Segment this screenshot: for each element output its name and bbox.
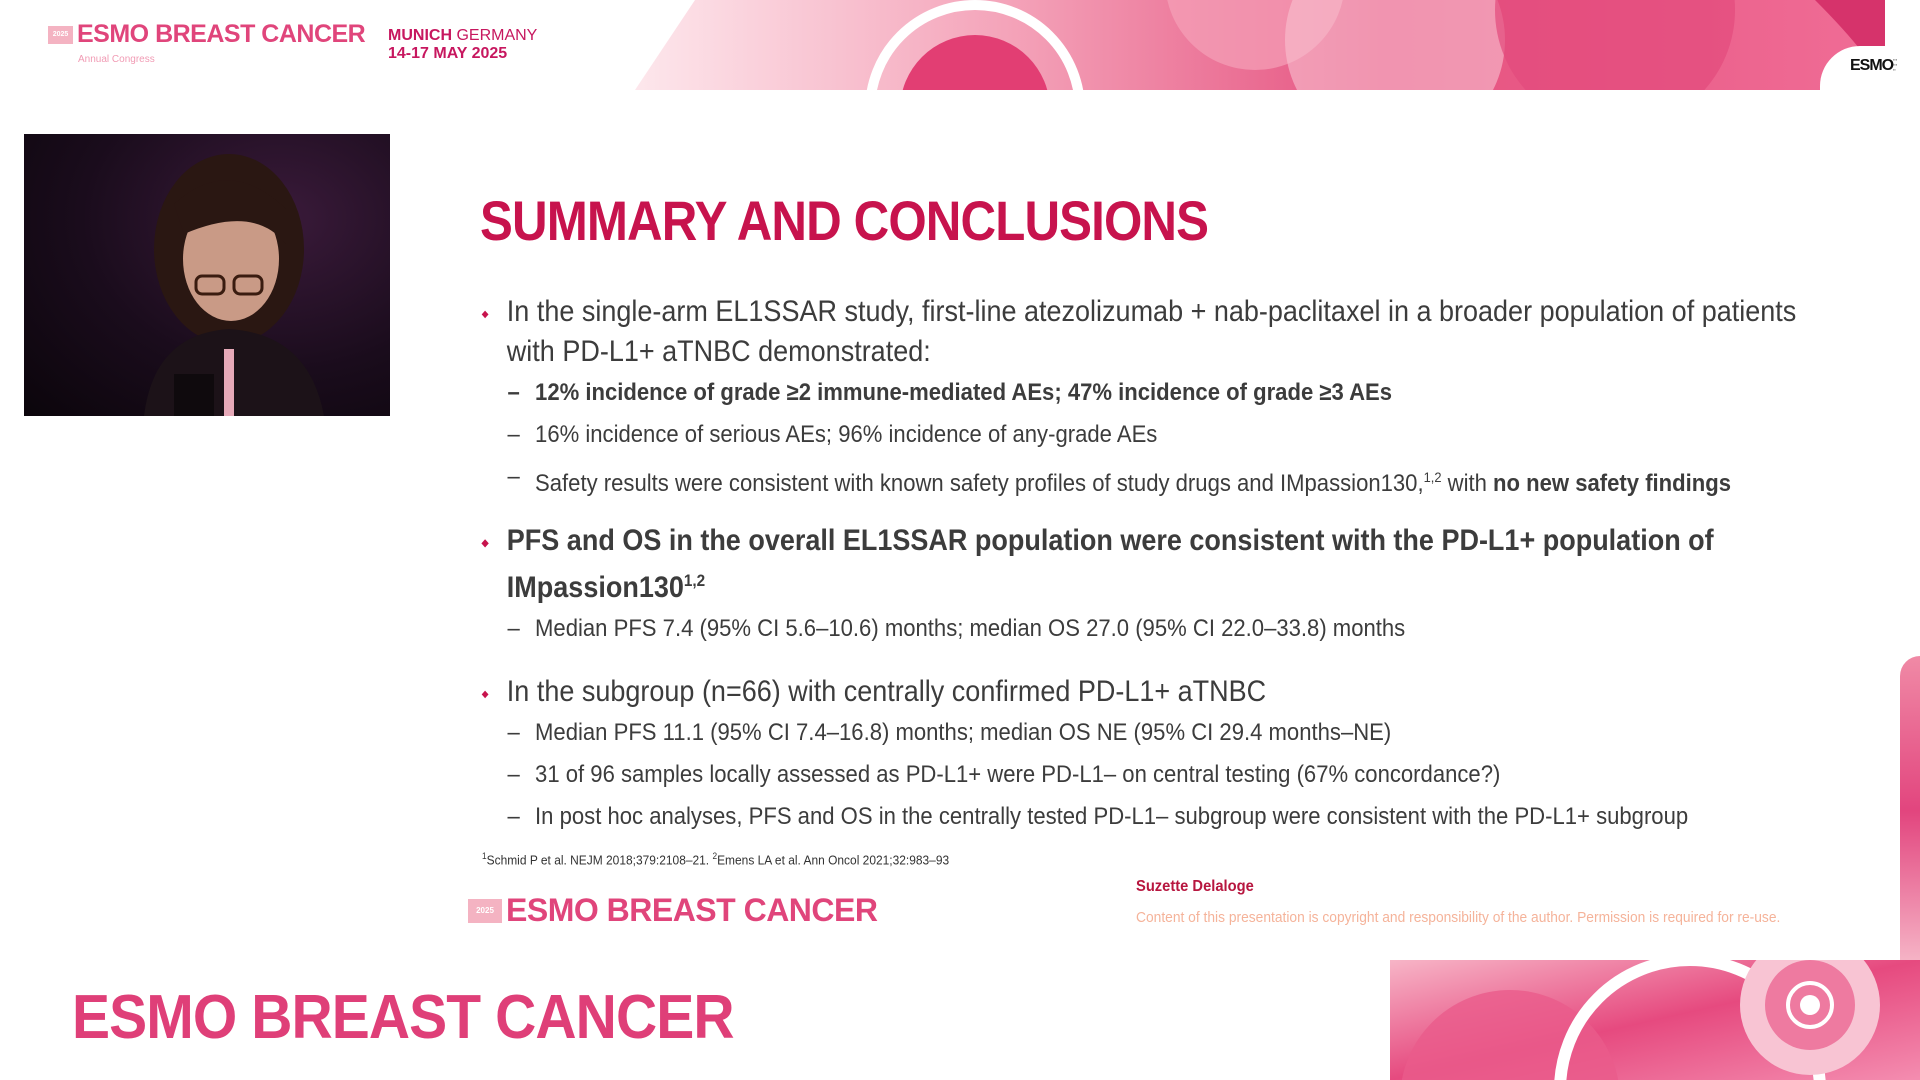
header-brand [48,20,365,49]
speaker-video [24,134,390,416]
slide-title: SUMMARY AND CONCLUSIONS [480,189,1209,252]
bullet-ref: 1,2 [683,571,706,590]
bullet-pfs-os-overall [478,521,1893,608]
presenter-name: Suzette Delaloge [1136,878,1254,895]
header-rose-artwork [635,0,1885,90]
slide-body [478,292,1878,838]
bullet-text: In the subgroup (n=66) with centrally confirmed PD-L1+ aTNBC [506,675,1267,708]
esmo-logo: ESMO [1850,57,1894,74]
brand-year-badge: 2025 [48,26,73,44]
subbullet-post-hoc: – In post hoc analyses, PFS and OS in the centrally tested PD-L1– subgroup were consistent with the PD-L1+ subgroup [478,796,1920,838]
bullet-subgroup [478,672,1893,712]
footnote-ref-1: 1 [482,851,487,861]
subbullet-median-pfs-overall: – Median PFS 7.4 (95% CI 5.6–10.6) months; median OS 27.0 (95% CI 22.0–33.8) months [478,608,1920,650]
subbullet-concordance: – 31 of 96 samples locally assessed as PD-L1+ were PD-L1– on central testing (67% concordance?) [478,754,1920,796]
slide-brand-badge: 2025 [468,899,502,923]
esmo-logo-tagline-mark: ▪▪▪ ▪▪▪ ▪▪ [1893,57,1898,72]
event-city: MUNICH [388,27,452,44]
slide-footnote [482,851,949,867]
subbullet-safety-results [478,456,1920,505]
event-dates: 14-17 MAY 2025 [388,45,508,62]
side-rose-artwork [1900,656,1920,966]
footnote-ref-2: 2 [712,851,718,861]
slide-brand [468,892,877,929]
copyright-notice: Content of this presentation is copyright and responsibility of the author. Permission is required for re-use. [1136,909,1781,926]
bottom-rose-artwork [1390,960,1920,1080]
event-country: GERMANY [456,27,538,44]
safety-ref: 1,2 [1423,469,1442,485]
subbullet-median-pfs-subgroup: – Median PFS 11.1 (95% CI 7.4–16.8) months; median OS NE (95% CI 29.4 months–NE) [478,712,1920,754]
bullet-text-continued: IMpassion130 [506,571,684,604]
event-location [388,27,537,63]
bullet-text: PFS and OS in the overall EL1SSAR population were consistent with the PD-L1+ population of [506,524,1714,557]
slide-brand-name: ESMO BREAST CANCER [506,892,878,928]
safety-with: with [1441,470,1494,497]
safety-text: Safety results were consistent with known safety profiles of study drugs and IMpassion130, [535,470,1424,497]
safety-bold-text: no new safety findings [1493,470,1732,497]
footnote-text-1: Schmid P et al. NEJM 2018;379:2108–21. [486,852,713,868]
subbullet-serious-aes: – 16% incidence of serious AEs; 96% incidence of any-grade AEs [478,414,1920,456]
subbullet-immune-aes: – 12% incidence of grade ≥2 immune-mediated AEs; 47% incidence of grade ≥3 AEs [478,372,1920,414]
footnote-text-2: Emens LA et al. Ann Oncol 2021;32:983–93 [717,852,950,868]
bottom-brand-name: ESMO BREAST CANCER [72,983,734,1052]
bullet-study-summary [478,292,1893,372]
bullet-text-continued: with PD-L1+ aTNBC demonstrated: [506,335,931,368]
brand-name: ESMO BREAST CANCER [77,20,366,48]
bullet-text: In the single-arm EL1SSAR study, first-line atezolizumab + nab-paclitaxel in a broader population of patients [506,295,1797,328]
brand-subtitle: Annual Congress [78,54,155,65]
